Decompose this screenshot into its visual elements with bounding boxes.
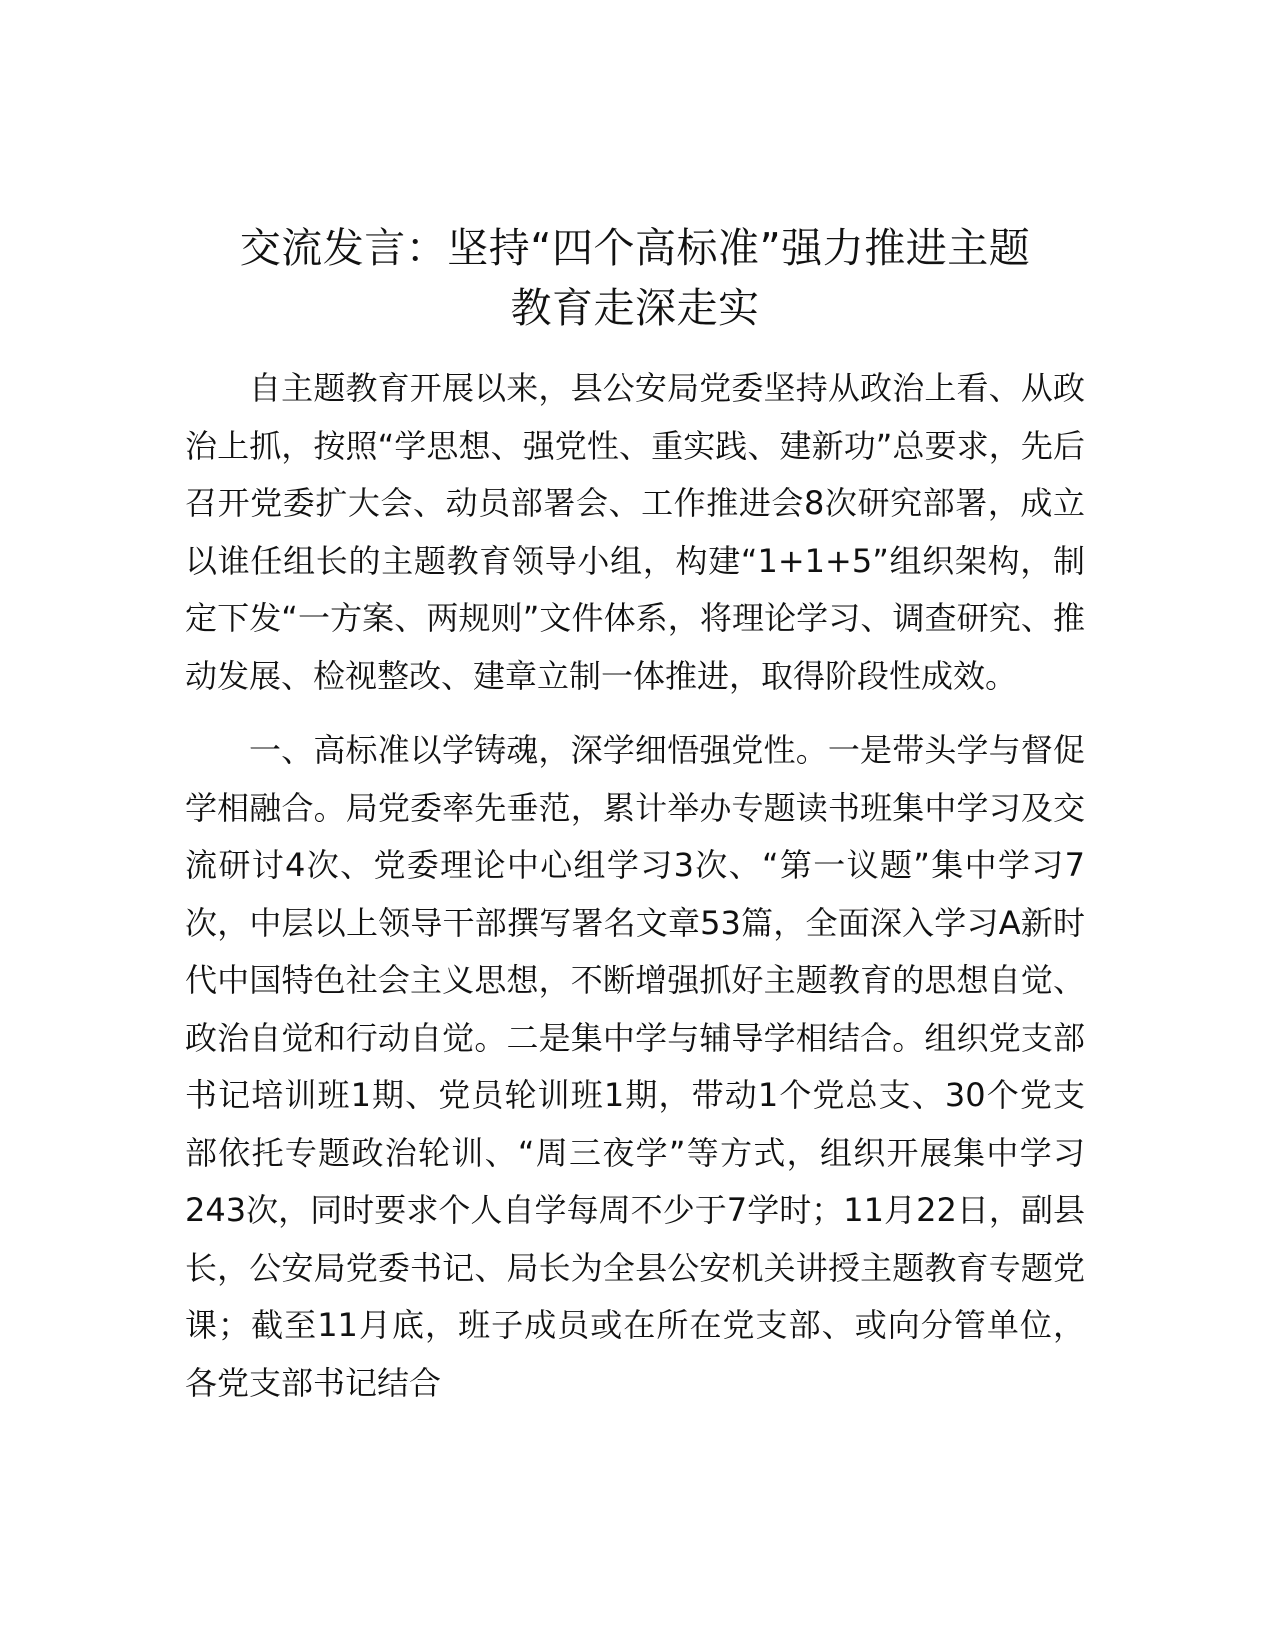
title-line-2: 教育走深走实 [510,284,760,332]
document-title [185,218,1085,338]
title-line-1: 交流发言：坚持“四个高标准”强力推进主题 [239,224,1031,272]
intro-paragraph: 自主题教育开展以来，县公安局党委坚持从政治上看、从政治上抓，按照“学思想、强党性、重实践、建新功”总要求，先后召开党委扩大会、动员部署会、工作推进会8次研究部署，成立以谁任组长的主题教育领导小组，构建“1+1+5”组织架构，制定下发“一方案、两规则”文件体系，将理论学习、调查研究、推动发展、检视整改、建章立制一体推进，取得阶段性成效。 [185,369,1085,695]
document-page [185,218,1085,1412]
section-one-paragraph: 一、高标准以学铸魂，深学细悟强党性。一是带头学与督促学相融合。局党委率先垂范，累计举办专题读书班集中学习及交流研讨4次、党委理论中心组学习3次、“第一议题”集中学习7次，中层以上领导干部撰写署名文章53篇，全面深入学习A新时代中国特色社会主义思想，不断增强抓好主题教育的思想自觉、政治自觉和行动自觉。二是集中学与辅导学相结合。组织党支部书记培训班1期、党员轮训班1期，带动1个党总支、30个党支部依托专题政治轮训、“周三夜学”等方式，组织开展集中学习243次，同时要求个人自学每周不少于7学时；11月22日，副县长，公安局党委书记、局长为全县公安机关讲授主题教育专题党课；截至11月底，班子成员或在所在党支部、或向分管单位，各党支部书记结合 [185,731,1085,1402]
